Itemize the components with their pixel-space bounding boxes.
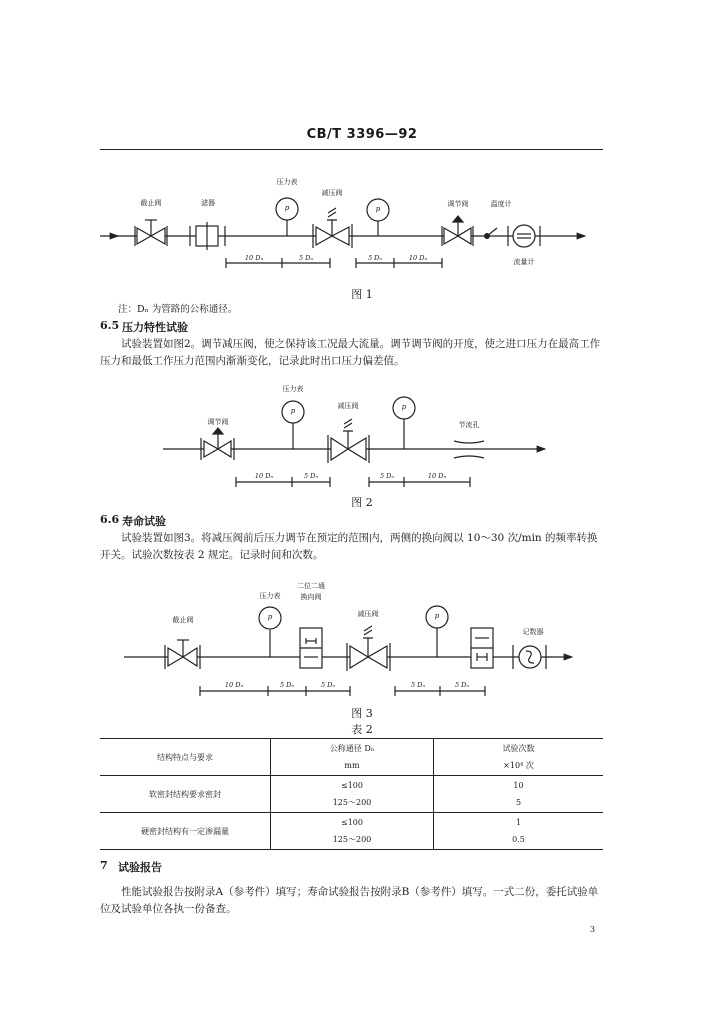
gauge-symbol-2b: p	[401, 403, 407, 411]
section-7-number: 7	[100, 859, 108, 872]
dim-1c: 5 Dₙ	[367, 254, 383, 262]
table-cell-count: 5	[515, 798, 522, 807]
dim-2a: 10 Dₙ	[254, 472, 274, 480]
dim-2c: 5 Dₙ	[379, 472, 395, 480]
label-reducing-valve-1: 减压阀	[321, 189, 343, 197]
shutoff-valve-3	[165, 640, 200, 669]
label-pressure-gauge-3: 压力表	[259, 592, 281, 600]
table-2	[100, 738, 603, 850]
label-regulating-valve-1: 调节阀	[447, 200, 469, 208]
reducing-valve-3	[347, 626, 390, 671]
page-number: 3	[590, 925, 596, 934]
section-7-text: 性能试验报告按附录A（参考件）填写；寿命试验报告按附录B（参考件）填写。一式二份，委托试验单位及试验单位各执一份备查。	[100, 886, 599, 915]
dim-2b: 5 Dₙ	[303, 472, 319, 480]
label-reducing-valve-2: 减压阀	[337, 402, 359, 410]
table-header-dn: 公称通径 Dₙ	[329, 744, 375, 753]
label-pressure-gauge-2: 压力表	[282, 385, 304, 393]
figure-2-caption: 图 2	[351, 496, 373, 509]
table-row	[100, 776, 603, 813]
table-header-feature: 结构特点与要求	[100, 739, 271, 776]
table-cell-count: 10	[513, 781, 524, 790]
table-2-title: 表 2	[351, 723, 373, 736]
dim-3a: 10 Dₙ	[224, 681, 244, 689]
gauge-symbol-1a: p	[284, 204, 290, 212]
figure-1-caption: 图 1	[351, 288, 373, 301]
section-7-title: 试验报告	[118, 861, 162, 874]
section-6-5-title: 压力特性试验	[122, 321, 188, 334]
label-counter-3: 记数器	[522, 628, 544, 636]
section-6-6-number: 6.6	[100, 513, 120, 526]
table-cell-count: 0.5	[512, 835, 525, 844]
section-6-5-text: 试验装置如图2。调节减压阀，使之保持该工况最大流量。调节调节阀的开度，使之进口压力在最高工作压力和最低工作压力范围内渐渐变化，记录此时出口压力偏差值。	[100, 338, 601, 367]
dim-1d: 10 Dₙ	[408, 254, 428, 262]
table-header-dn-unit: mm	[344, 761, 360, 770]
table-cell-dn: 125～200	[332, 835, 372, 844]
table-header-count-unit: ×10⁴ 次	[503, 761, 534, 770]
table-cell-dn: ≤100	[341, 818, 363, 827]
label-two-way-valve-line2: 换向阀	[300, 593, 322, 601]
gauge-symbol-2a: p	[290, 407, 296, 415]
dim-2d: 10 Dₙ	[427, 472, 447, 480]
dim-1b: 5 Dₙ	[298, 254, 314, 262]
label-two-way-valve-line1: 二位二通	[297, 582, 325, 590]
gauge-symbol-1b: p	[375, 205, 381, 213]
dim-3b: 5 Dₙ	[279, 681, 295, 689]
label-reducing-valve-3: 减压阀	[357, 610, 379, 618]
label-shutoff-valve-3: 截止阀	[172, 616, 194, 624]
label-shutoff-valve-1: 截止阀	[140, 199, 162, 207]
label-filter-1: 滤器	[201, 199, 215, 207]
table-cell-feature: 硬密封结构有一定渗漏量	[100, 813, 271, 850]
label-regulating-valve-2: 调节阀	[207, 418, 229, 426]
table-cell-dn: ≤100	[341, 781, 363, 790]
table-cell-dn: 125～200	[332, 798, 372, 807]
two-way-valve-3b	[471, 628, 493, 668]
label-orifice-2: 节流孔	[458, 421, 480, 429]
dim-3e: 5 Dₙ	[454, 681, 470, 689]
gauge-symbol-3a: p	[267, 613, 273, 621]
label-pressure-gauge-1: 压力表	[276, 178, 298, 186]
dim-3c: 5 Dₙ	[320, 681, 336, 689]
note: 注：Dₙ 为管路的公称通径。	[118, 304, 238, 315]
section-6-6-text: 试验装置如图3。将减压阀前后压力调节在预定的范围内，两侧的换向阀以 10～30 次/min 的频率转换开关。试验次数按表 2 规定。记录时间和次数。	[100, 532, 598, 561]
document-code: CB/T 3396—92	[306, 127, 418, 142]
section-6-5-number: 6.5	[100, 319, 120, 332]
section-6-6-title: 寿命试验	[122, 515, 166, 528]
label-temp-gauge-1: 温度计	[490, 200, 512, 208]
table-header-count: 试验次数	[502, 744, 535, 753]
figure-3-caption: 图 3	[351, 707, 373, 720]
table-row	[100, 813, 603, 850]
dim-1a: 10 Dₙ	[244, 254, 264, 262]
table-cell-count: 1	[515, 818, 522, 827]
gauge-symbol-3b: p	[434, 612, 440, 620]
dim-3d: 5 Dₙ	[410, 681, 426, 689]
table-cell-feature: 软密封结构要求密封	[100, 776, 271, 813]
two-way-valve-3a	[300, 628, 322, 668]
label-flowmeter-1: 流量计	[513, 258, 535, 266]
